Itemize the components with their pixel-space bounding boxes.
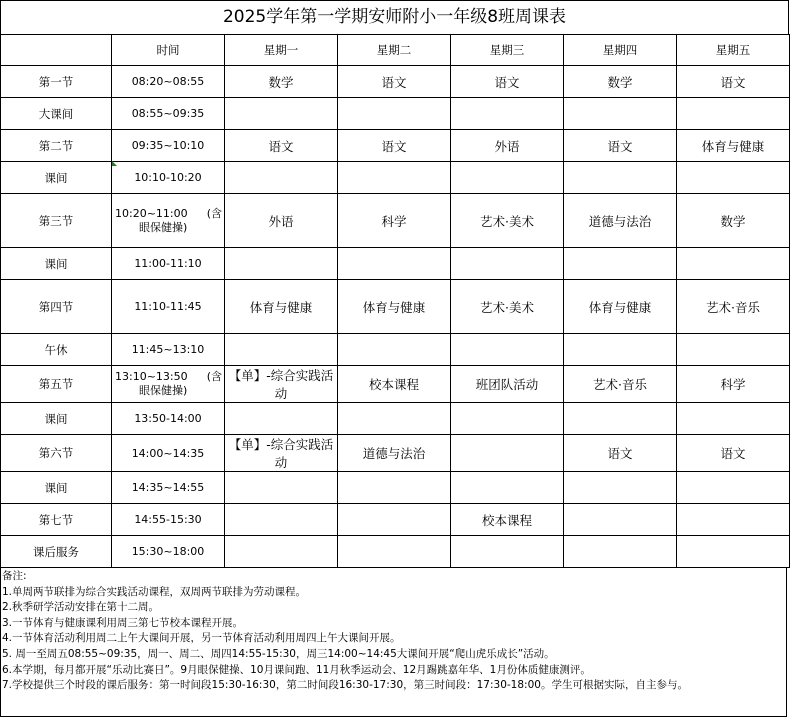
subject-cell: 语文 — [564, 435, 677, 472]
subject-cell: 道德与法治 — [564, 194, 677, 248]
subject-cell — [225, 98, 338, 130]
subject-cell — [564, 248, 677, 280]
subject-cell — [677, 248, 790, 280]
time-note: (含 — [206, 206, 222, 220]
subject-cell — [225, 536, 338, 568]
subject-cell: 校本课程 — [338, 366, 451, 403]
subject-cell — [225, 403, 338, 435]
subject-cell: 科学 — [677, 366, 790, 403]
subject-cell — [225, 472, 338, 504]
period-time: 11:45~13:10 — [112, 334, 225, 366]
subject-cell — [677, 98, 790, 130]
subject-cell: 语文 — [677, 435, 790, 472]
subject-cell: 体育与健康 — [677, 130, 790, 162]
header-time: 时间 — [112, 35, 225, 66]
subject-cell — [225, 504, 338, 536]
subject-cell — [338, 536, 451, 568]
subject-cell — [451, 403, 564, 435]
subject-cell — [451, 435, 564, 472]
note-item: 5. 周一至周五08:55~09:35，周一、周二、周四14:55-15:30，周三14:00~14:45大课间开展“爬山虎乐成长”活动。 — [2, 647, 555, 660]
period-time: 14:35~14:55 — [112, 472, 225, 504]
subject-cell — [564, 162, 677, 194]
period-time: 14:55-15:30 — [112, 504, 225, 536]
header-day: 星期五 — [677, 35, 790, 66]
subject-cell — [677, 536, 790, 568]
subject-cell: 体育与健康 — [564, 280, 677, 334]
note-item: 3.一节体育与健康课利用周三第七节校本课程开展。 — [2, 616, 244, 629]
time-range: 13:10~13:50 — [115, 370, 188, 383]
period-time — [112, 366, 225, 403]
note-item: 2.秋季研学活动安排在第十二周。 — [2, 601, 160, 614]
period-time — [112, 194, 225, 248]
note-item: 1.单周两节联排为综合实践活动课程，双周两节联排为劳动课程。 — [2, 585, 307, 598]
subject-cell — [677, 472, 790, 504]
subject-cell — [451, 98, 564, 130]
header-day: 星期三 — [451, 35, 564, 66]
subject-cell — [564, 334, 677, 366]
subject-cell: 语文 — [677, 66, 790, 98]
subject-cell — [338, 504, 451, 536]
subject-cell: 外语 — [451, 130, 564, 162]
subject-cell — [564, 536, 677, 568]
period-label: 午休 — [1, 334, 112, 366]
period-time: 08:20~08:55 — [112, 66, 225, 98]
timetable-row — [1, 130, 790, 162]
subject-cell — [338, 162, 451, 194]
subject-cell — [338, 98, 451, 130]
subject-cell — [338, 248, 451, 280]
subject-cell — [677, 334, 790, 366]
subject-cell — [564, 403, 677, 435]
header-day: 星期一 — [225, 35, 338, 66]
note-item: 6.本学期，每月都开展“乐动比赛日”。9月眼保健操、10月课间跑、11月秋季运动会、12月踢跳嘉年华、1月份体质健康测评。 — [2, 663, 591, 676]
period-label: 课间 — [1, 403, 112, 435]
time-range: 10:20~11:00 — [115, 206, 188, 220]
note-item: 4.一节体育活动利用周二上午大课间开展，另一节体育活动利用周四上午大课间开展。 — [2, 632, 401, 645]
period-time: 11:00-11:10 — [112, 248, 225, 280]
period-time: 13:50-14:00 — [112, 403, 225, 435]
subject-cell: 数学 — [225, 66, 338, 98]
timetable-row — [1, 403, 790, 435]
subject-cell — [451, 472, 564, 504]
timetable-row — [1, 280, 790, 334]
time-note-cont: 眼保健操) — [139, 384, 188, 397]
cell-marker-icon — [112, 161, 117, 166]
timetable-row — [1, 248, 790, 280]
subject-cell — [338, 334, 451, 366]
subject-cell: 语文 — [225, 130, 338, 162]
note-item: 7.学校提供三个时段的课后服务：第一时间段15:30-16:30，第二时间段16:30-17:30，第三时间段：17:30-18:00。学生可根据实际，自主参与。 — [2, 679, 688, 692]
timetable-row — [1, 366, 790, 403]
subject-cell — [564, 472, 677, 504]
header-row — [1, 35, 790, 66]
subject-cell — [451, 162, 564, 194]
period-time: 09:35~10:10 — [112, 130, 225, 162]
subject-cell — [564, 98, 677, 130]
period-label: 大课间 — [1, 98, 112, 130]
period-label: 第二节 — [1, 130, 112, 162]
period-time: 08:55~09:35 — [112, 98, 225, 130]
notes-heading: 备注: — [2, 570, 27, 582]
subject-cell: 语文 — [338, 66, 451, 98]
subject-cell — [338, 472, 451, 504]
time-line — [115, 207, 222, 221]
subject-cell: 【单】-综合实践活动 — [225, 435, 338, 472]
period-time: 11:10-11:45 — [112, 280, 225, 334]
time-note-cont: 眼保健操) — [139, 220, 188, 234]
subject-cell — [225, 162, 338, 194]
timetable-row — [1, 334, 790, 366]
period-time: 10:10-10:20 — [112, 162, 225, 194]
timetable-row — [1, 504, 790, 536]
header-day: 星期二 — [338, 35, 451, 66]
timetable — [0, 34, 790, 568]
corner-cell — [1, 35, 112, 66]
period-label: 第四节 — [1, 280, 112, 334]
subject-cell: 体育与健康 — [338, 280, 451, 334]
period-label: 课间 — [1, 472, 112, 504]
subject-cell: 艺术·音乐 — [564, 366, 677, 403]
subject-cell — [225, 248, 338, 280]
period-time: 14:00~14:35 — [112, 435, 225, 472]
subject-cell — [677, 162, 790, 194]
subject-cell — [451, 536, 564, 568]
subject-cell: 语文 — [564, 130, 677, 162]
period-label: 第六节 — [1, 435, 112, 472]
subject-cell: 艺术·美术 — [451, 194, 564, 248]
subject-cell — [225, 334, 338, 366]
page-title: 2025学年第一学期安师附小一年级8班周课表 — [0, 0, 789, 34]
subject-cell: 校本课程 — [451, 504, 564, 536]
header-day: 星期四 — [564, 35, 677, 66]
subject-cell: 科学 — [338, 194, 451, 248]
subject-cell: 道德与法治 — [338, 435, 451, 472]
time-note: (含 — [206, 370, 222, 383]
subject-cell — [564, 504, 677, 536]
subject-cell — [677, 504, 790, 536]
subject-cell: 数学 — [677, 194, 790, 248]
period-time: 15:30~18:00 — [112, 536, 225, 568]
subject-cell — [677, 403, 790, 435]
period-label: 课间 — [1, 248, 112, 280]
timetable-row — [1, 435, 790, 472]
subject-cell: 语文 — [451, 66, 564, 98]
timetable-row — [1, 472, 790, 504]
notes-section — [0, 568, 787, 717]
timetable-row — [1, 536, 790, 568]
period-label: 课后服务 — [1, 536, 112, 568]
timetable-row — [1, 162, 790, 194]
time-line — [115, 370, 222, 384]
period-label: 第三节 — [1, 194, 112, 248]
period-label: 第七节 — [1, 504, 112, 536]
subject-cell: 艺术·美术 — [451, 280, 564, 334]
subject-cell: 体育与健康 — [225, 280, 338, 334]
subject-cell: 艺术·音乐 — [677, 280, 790, 334]
subject-cell: 外语 — [225, 194, 338, 248]
subject-cell: 【单】-综合实践活动 — [225, 366, 338, 403]
period-label: 第一节 — [1, 66, 112, 98]
period-label: 第五节 — [1, 366, 112, 403]
subject-cell: 班团队活动 — [451, 366, 564, 403]
subject-cell — [451, 334, 564, 366]
timetable-row — [1, 66, 790, 98]
subject-cell: 语文 — [338, 130, 451, 162]
subject-cell: 数学 — [564, 66, 677, 98]
subject-cell — [451, 248, 564, 280]
timetable-row — [1, 98, 790, 130]
timetable-row — [1, 194, 790, 248]
period-label: 课间 — [1, 162, 112, 194]
subject-cell — [338, 403, 451, 435]
